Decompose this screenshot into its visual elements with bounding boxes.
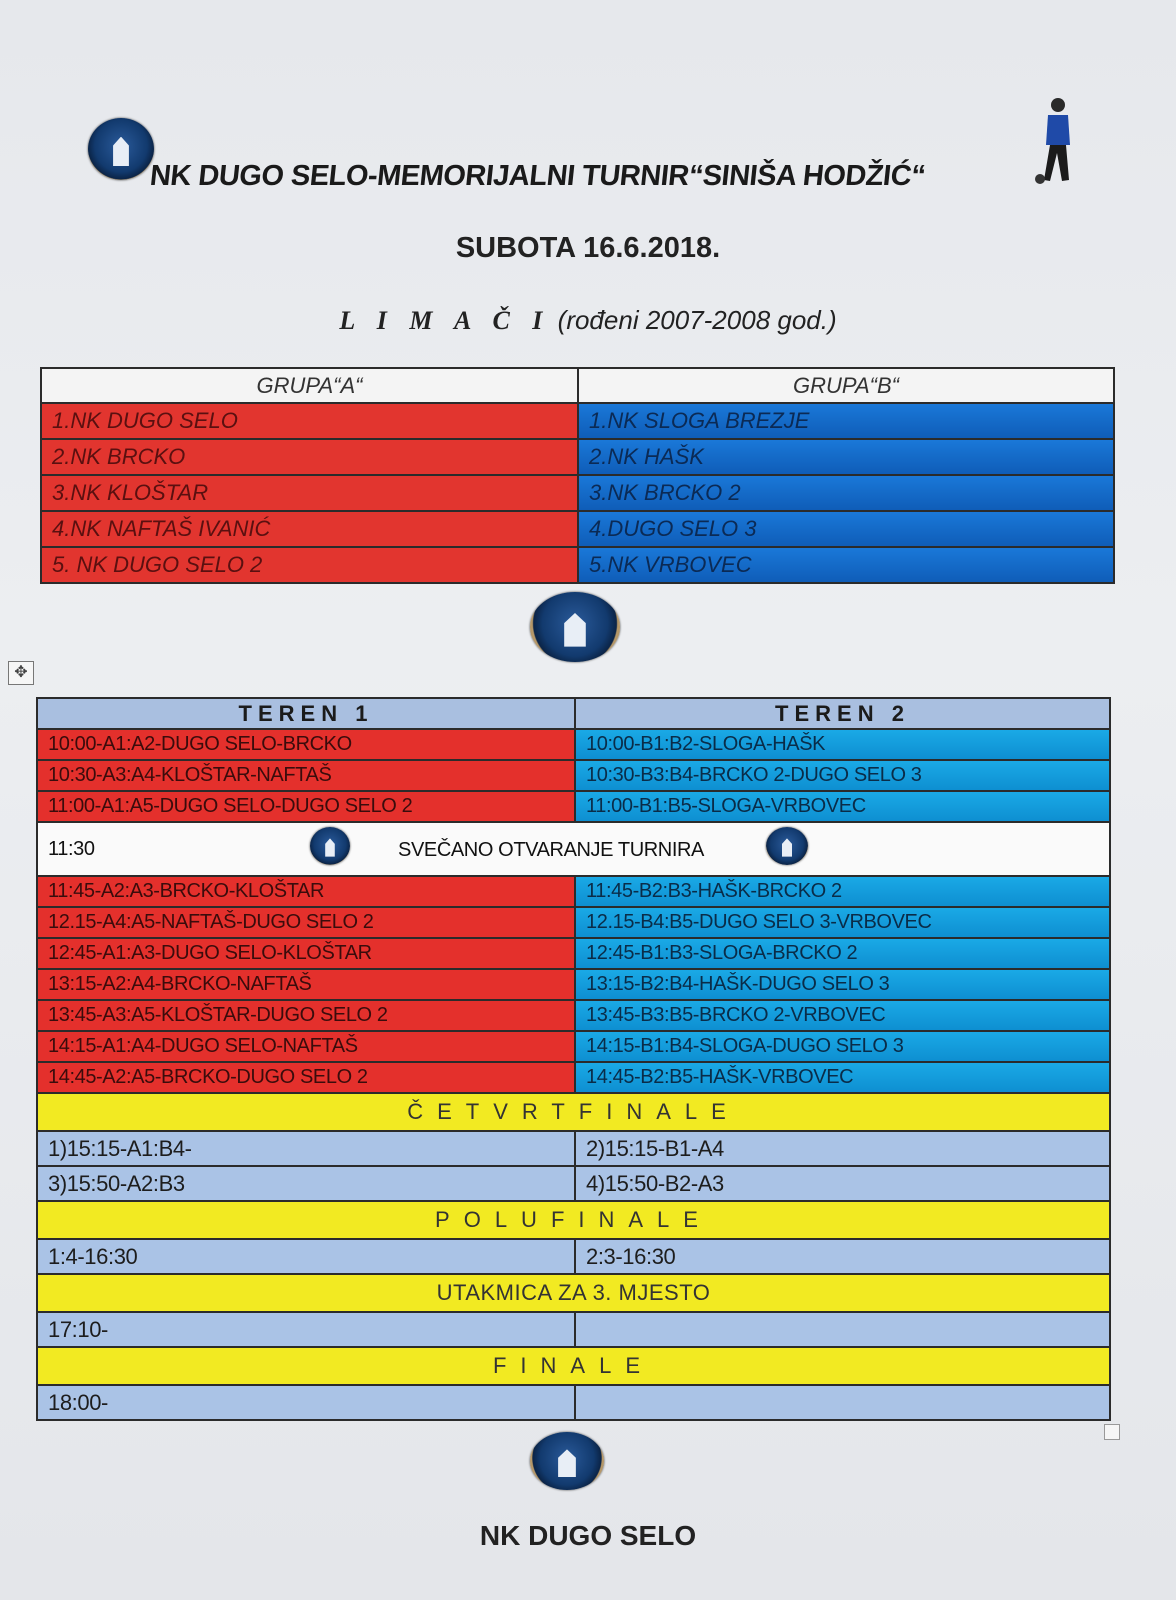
quarterfinal-match: 3)15:50-A2:B3 [37,1166,575,1201]
group-b-header: GRUPA“B“ [578,368,1114,403]
semifinal-header: POLUFINALE [37,1201,1110,1239]
match-teren-1: 12.15-A4:A5-NAFTAŠ-DUGO SELO 2 [37,907,575,938]
teren-2-header: TEREN 2 [575,698,1110,729]
match-teren-2: 11:45-B2:B3-HAŠK-BRCKO 2 [575,876,1110,907]
category-years: (rođeni 2007-2008 god.) [557,305,837,335]
club-logo-bottom [530,1432,604,1490]
opening-ceremony-row [37,822,1110,876]
club-logo-middle [530,592,620,662]
match-teren-1: 13:45-A3:A5-KLOŠTAR-DUGO SELO 2 [37,1000,575,1031]
club-logo-top [88,118,154,180]
final-header: FINALE [37,1347,1110,1385]
match-teren-2: 14:45-B2:B5-HAŠK-VRBOVEC [575,1062,1110,1093]
group-a-team: 3.NK KLOŠTAR [41,475,578,511]
group-b-team: 2.NK HAŠK [578,439,1114,475]
match-teren-1: 14:45-A2:A5-BRCKO-DUGO SELO 2 [37,1062,575,1093]
match-teren-2: 11:00-B1:B5-SLOGA-VRBOVEC [575,791,1110,822]
third-place-empty [575,1312,1110,1347]
semifinal-match: 2:3-16:30 [575,1239,1110,1274]
category-name: L I M A Č I [339,306,551,335]
quarterfinal-header: ČETVRTFINALE [37,1093,1110,1131]
third-place-match: 17:10- [37,1312,575,1347]
group-a-team: 4.NK NAFTAŠ IVANIĆ [41,511,578,547]
final-match: 18:00- [37,1385,575,1420]
group-a-header: GRUPA“A“ [41,368,578,403]
table-move-handle[interactable]: ✥ [8,661,34,685]
group-b-team: 4.DUGO SELO 3 [578,511,1114,547]
match-teren-1: 12:45-A1:A3-DUGO SELO-KLOŠTAR [37,938,575,969]
match-teren-2: 10:30-B3:B4-BRCKO 2-DUGO SELO 3 [575,760,1110,791]
group-a-team: 2.NK BRCKO [41,439,578,475]
final-empty [575,1385,1110,1420]
quarterfinal-match: 4)15:50-B2-A3 [575,1166,1110,1201]
footer-club-name: NK DUGO SELO [479,1520,697,1551]
match-teren-2: 13:15-B2:B4-HAŠK-DUGO SELO 3 [575,969,1110,1000]
match-teren-2: 12.15-B4:B5-DUGO SELO 3-VRBOVEC [575,907,1110,938]
table-resize-handle[interactable] [1104,1424,1120,1440]
match-teren-1: 14:15-A1:A4-DUGO SELO-NAFTAŠ [37,1031,575,1062]
teren-1-header: TEREN 1 [37,698,575,729]
tournament-title: NK DUGO SELO-MEMORIJALNI TURNIR“SINIŠA HODŽIĆ“ [148,160,927,192]
group-a-team: 5. NK DUGO SELO 2 [41,547,578,583]
opening-ceremony-text: SVEČANO OTVARANJE TURNIRA [398,839,704,861]
group-b-team: 5.NK VRBOVEC [578,547,1114,583]
match-teren-1: 11:00-A1:A5-DUGO SELO-DUGO SELO 2 [37,791,575,822]
football-player-image [1030,95,1080,190]
opening-time: 11:30 [48,837,95,860]
match-teren-1: 10:00-A1:A2-DUGO SELO-BRCKO [37,729,575,760]
club-logo-small [766,827,808,865]
schedule-table [36,697,1111,1421]
third-place-header: UTAKMICA ZA 3. MJESTO [37,1274,1110,1312]
club-logo-small [310,827,350,865]
quarterfinal-match: 1)15:15-A1:B4- [37,1131,575,1166]
match-teren-2: 12:45-B1:B3-SLOGA-BRCKO 2 [575,938,1110,969]
group-a-team: 1.NK DUGO SELO [41,403,578,439]
group-b-team: 3.NK BRCKO 2 [578,475,1114,511]
match-teren-1: 11:45-A2:A3-BRCKO-KLOŠTAR [37,876,575,907]
match-teren-2: 10:00-B1:B2-SLOGA-HAŠK [575,729,1110,760]
group-b-team: 1.NK SLOGA BREZJE [578,403,1114,439]
quarterfinal-match: 2)15:15-B1-A4 [575,1131,1110,1166]
tournament-date: SUBOTA 16.6.2018. [455,232,721,264]
match-teren-2: 13:45-B3:B5-BRCKO 2-VRBOVEC [575,1000,1110,1031]
age-category [0,305,1176,336]
semifinal-match: 1:4-16:30 [37,1239,575,1274]
match-teren-2: 14:15-B1:B4-SLOGA-DUGO SELO 3 [575,1031,1110,1062]
groups-table [40,367,1115,584]
match-teren-1: 13:15-A2:A4-BRCKO-NAFTAŠ [37,969,575,1000]
match-teren-1: 10:30-A3:A4-KLOŠTAR-NAFTAŠ [37,760,575,791]
